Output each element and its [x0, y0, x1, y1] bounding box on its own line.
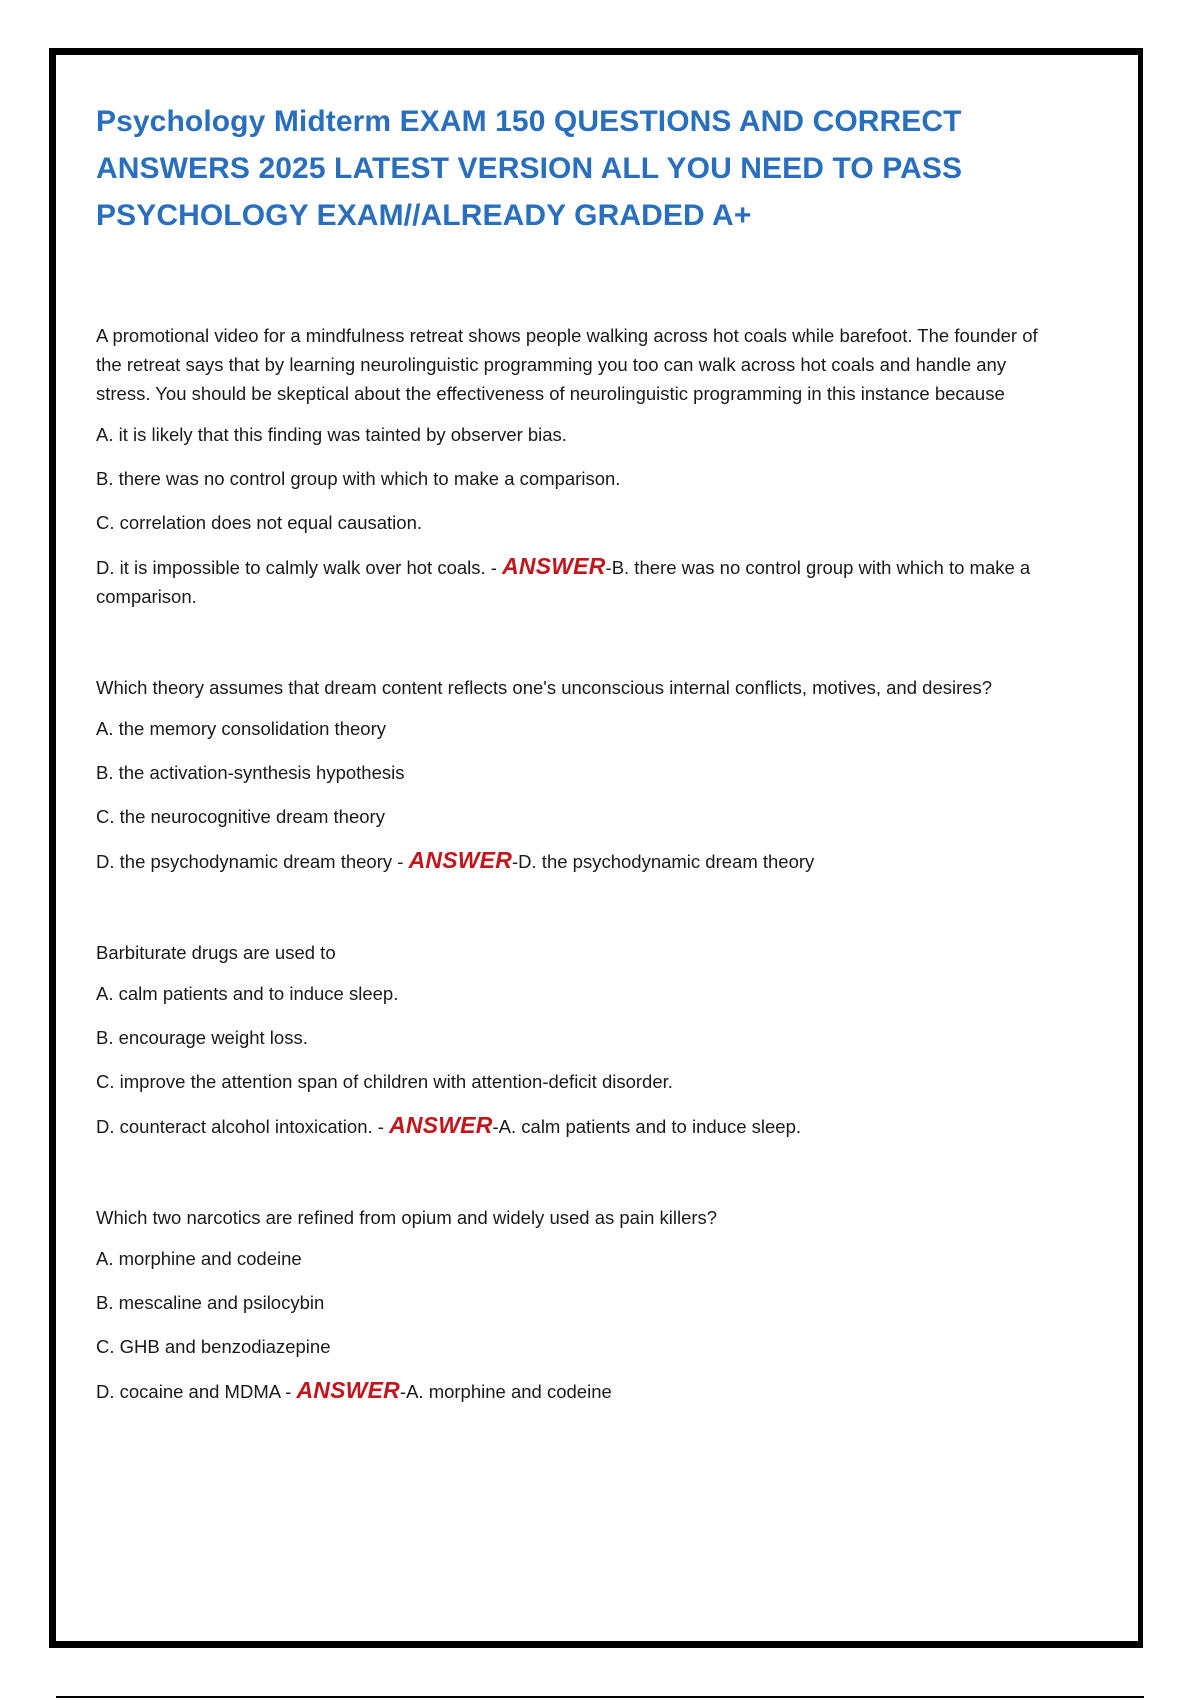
option-c: C. improve the attention span of children with attention-deficit disorder.	[96, 1071, 673, 1092]
option-a: A. the memory consolidation theory	[96, 718, 386, 739]
option-d: D. the psychodynamic dream theory -	[96, 851, 404, 872]
question-3	[96, 938, 1056, 1141]
question-1	[96, 321, 1056, 611]
question-2	[96, 673, 1056, 876]
question-text: Barbiturate drugs are used to	[96, 942, 336, 963]
option-d-with-answer	[96, 552, 1056, 611]
option-a: A. it is likely that this finding was tainted by observer bias.	[96, 424, 567, 445]
answer-text: -A. calm patients and to induce sleep.	[492, 1116, 802, 1137]
option-b: B. there was no control group with which to make a comparison.	[96, 468, 621, 489]
document-title: Psychology Midterm EXAM 150 QUESTIONS AND CORRECT ANSWERS 2025 LATEST VERSION ALL YOU NEED TO PASS PSYCHOLOGY EXAM//ALREADY GRADED A+	[96, 105, 963, 232]
option-d-with-answer	[96, 1111, 1056, 1141]
option-c: C. correlation does not equal causation.	[96, 512, 423, 533]
option-c: C. the neurocognitive dream theory	[96, 806, 385, 827]
answer-label: ANSWER	[296, 1377, 400, 1403]
question-text: A promotional video for a mindfulness retreat shows people walking across hot coals while barefoot. The founder of the retreat says that by learning neurolinguistic programming you too can walk across hot coals and handle any stress. You should be skeptical about the effectiveness of neurolinguistic programming in this instance because	[96, 325, 1038, 404]
option-c: C. GHB and benzodiazepine	[96, 1336, 331, 1357]
option-b: B. mescaline and psilocybin	[96, 1292, 325, 1313]
question-text: Which theory assumes that dream content reflects one's unconscious internal conflicts, motives, and desires?	[96, 677, 993, 698]
option-a: A. calm patients and to induce sleep.	[96, 983, 399, 1004]
option-b: B. the activation-synthesis hypothesis	[96, 762, 405, 783]
option-d: D. it is impossible to calmly walk over hot coals. -	[96, 557, 497, 578]
answer-text: -B. there was no control group with which to make a comparison.	[96, 557, 1031, 607]
question-text: Which two narcotics are refined from opium and widely used as pain killers?	[96, 1207, 718, 1228]
question-4	[96, 1203, 1056, 1406]
answer-label: ANSWER	[408, 847, 512, 873]
option-d-with-answer	[96, 846, 1056, 876]
option-d: D. cocaine and MDMA -	[96, 1381, 292, 1402]
answer-text: -A. morphine and codeine	[399, 1381, 612, 1402]
option-d: D. counteract alcohol intoxication. -	[96, 1116, 384, 1137]
answer-text: -D. the psychodynamic dream theory	[512, 851, 815, 872]
answer-label: ANSWER	[389, 1112, 493, 1138]
option-d-with-answer	[96, 1376, 1056, 1406]
option-b: B. encourage weight loss.	[96, 1027, 308, 1048]
page-divider	[56, 1696, 1144, 1698]
option-a: A. morphine and codeine	[96, 1248, 302, 1269]
answer-label: ANSWER	[502, 553, 606, 579]
document-content	[96, 98, 1056, 1406]
